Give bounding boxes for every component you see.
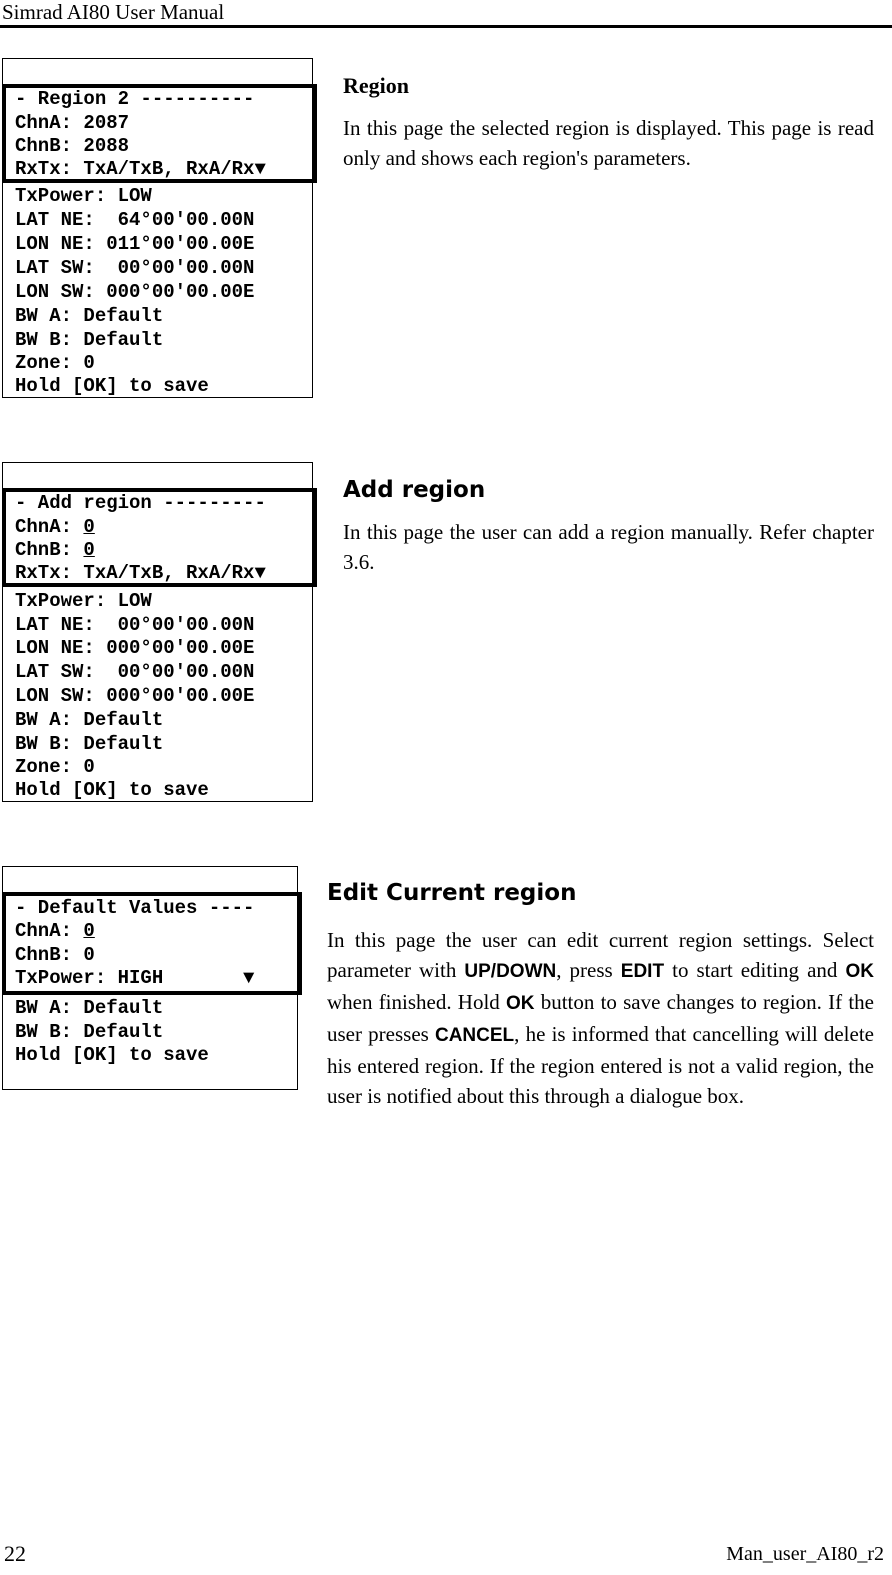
section-body-region: In this page the selected region is displayed. This page is read only and shows each region's parameters. [343, 116, 874, 170]
screen-line: BW B: Default [15, 329, 164, 351]
screen-line: BW A: Default [15, 997, 164, 1019]
screen-title-line: - Default Values ---- [15, 897, 255, 919]
default-values-screen [2, 866, 298, 1090]
chn-a-label: ChnA: [15, 516, 84, 538]
screen-line: LON SW: 000°00'00.00E [15, 281, 255, 303]
screen-line: Zone: 0 [15, 352, 95, 374]
manual-title: Simrad AI80 User Manual [2, 0, 225, 24]
chn-a-line [15, 919, 95, 943]
screen-line: LAT SW: 00°00'00.00N [15, 661, 255, 683]
screen-line: LON NE: 011°00'00.00E [15, 233, 255, 255]
chn-b-value: 0 [83, 944, 95, 966]
chn-b-line [15, 943, 95, 967]
chn-b-label: ChnB: [15, 944, 84, 966]
header-divider [0, 25, 892, 28]
screen-line: Hold [OK] to save [15, 375, 209, 397]
screen-line: TxPower: LOW [15, 590, 152, 612]
chn-b-label: ChnB: [15, 135, 84, 157]
chn-a-label: ChnA: [15, 920, 84, 942]
section-heading-edit-current-region: Edit Current region [327, 880, 577, 906]
screen-line: LON NE: 000°00'00.00E [15, 637, 255, 659]
chn-b-line [15, 134, 129, 158]
chn-b-value: 2088 [83, 135, 130, 157]
chn-a-line [15, 515, 95, 539]
screen-line: BW A: Default [15, 709, 164, 731]
chn-a-value: 0 [83, 920, 95, 942]
chn-a-value: 0 [83, 516, 95, 538]
screen-title-line: - Region 2 ---------- [15, 88, 255, 110]
screen-line: LAT NE: 00°00'00.00N [15, 614, 255, 636]
page-number: 22 [4, 1541, 26, 1566]
section-heading-region: Region [343, 73, 409, 98]
document-id: Man_user_AI80_r2 [726, 1543, 884, 1565]
screen-line: LAT NE: 64°00'00.00N [15, 209, 255, 231]
chn-a-label: ChnA: [15, 112, 84, 134]
chn-a-value: 2087 [83, 112, 130, 134]
screen-line: Zone: 0 [15, 756, 95, 778]
screen-line: Hold [OK] to save [15, 779, 209, 801]
rxtx-line: RxTx: TxA/TxB, RxA/Rx▼ [15, 562, 266, 584]
chn-b-label: ChnB: [15, 539, 84, 561]
screen-line: LAT SW: 00°00'00.00N [15, 257, 255, 279]
chn-a-line [15, 111, 129, 135]
section-body-edit-current-region: In this page the user can edit current region settings. Select parameter with UP/DOWN, press EDIT to start editing and OK when finished. Hold OK button to save changes to region. If the user presses CANCEL, he is informed that cancelling will delete his entered region. If the region entered is not a valid region, the user is notified about this through a dialogue box. [327, 928, 874, 1108]
chn-b-value: 0 [83, 539, 95, 561]
screen-line: Hold [OK] to save [15, 1044, 209, 1066]
chn-b-line [15, 538, 95, 562]
txpower-line: TxPower: HIGH ▼ [15, 967, 255, 989]
screen-title-line: - Add region --------- [15, 492, 266, 514]
screen-line: BW A: Default [15, 305, 164, 327]
screen-line: TxPower: LOW [15, 185, 152, 207]
section-body-add-region: In this page the user can add a region manually. Refer chapter 3.6. [343, 520, 874, 574]
section-heading-add-region: Add region [343, 477, 486, 503]
rxtx-line: RxTx: TxA/TxB, RxA/Rx▼ [15, 158, 266, 180]
screen-line: BW B: Default [15, 1021, 164, 1043]
screen-line: BW B: Default [15, 733, 164, 755]
add-region-screen [2, 462, 313, 802]
region-screen [2, 58, 313, 398]
screen-line: LON SW: 000°00'00.00E [15, 685, 255, 707]
